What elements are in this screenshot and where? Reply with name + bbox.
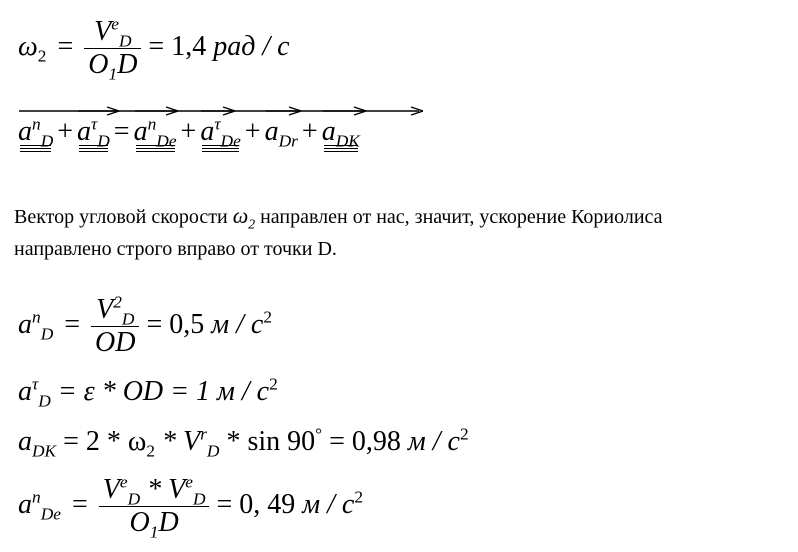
denominator-o: O bbox=[88, 49, 109, 80]
vector-base: a bbox=[77, 116, 92, 147]
f1-equals: = bbox=[64, 308, 81, 340]
vector-underline bbox=[79, 145, 108, 152]
numerator-v: V bbox=[94, 16, 112, 47]
vector-base: a bbox=[133, 116, 148, 147]
f4-den-sub: 1 bbox=[149, 522, 159, 542]
transport-normal-acceleration-formula bbox=[18, 472, 364, 542]
f1-num-sub: D bbox=[121, 309, 135, 329]
vector-arrow-icon bbox=[323, 106, 423, 116]
f3-body2: * V bbox=[162, 426, 201, 457]
f4-unit-sup: 2 bbox=[354, 487, 364, 507]
f2-sup: τ bbox=[32, 374, 39, 394]
f1-fraction bbox=[91, 292, 139, 358]
f4-num2-sup: e bbox=[185, 472, 193, 492]
vector-sub: De bbox=[156, 131, 177, 151]
fraction bbox=[84, 14, 141, 84]
denominator-sub: 1 bbox=[108, 64, 118, 84]
f3-body1: = 2 * ω bbox=[63, 426, 147, 457]
vector-term bbox=[200, 104, 241, 151]
vector-underline bbox=[202, 145, 238, 152]
f1-result: = 0,5 bbox=[146, 308, 205, 340]
normal-acceleration-formula bbox=[18, 292, 273, 358]
paragraph-text-3: направлено строго вправо от точки D. bbox=[14, 238, 337, 260]
vector-sub: D bbox=[40, 131, 54, 151]
f4-result: = 0, 49 bbox=[216, 488, 296, 520]
vector-sup: τ bbox=[91, 114, 98, 134]
vector-term bbox=[77, 104, 110, 151]
vector-sub: DK bbox=[335, 131, 360, 151]
result-value: = 1,4 bbox=[148, 30, 207, 62]
f4-num2-sub: D bbox=[192, 489, 206, 509]
equals-sign: = bbox=[57, 30, 74, 62]
numerator-sub: D bbox=[118, 31, 132, 51]
f4-sub: De bbox=[40, 504, 61, 524]
omega-inline-sub: 2 bbox=[248, 216, 256, 232]
f1-num: V bbox=[96, 294, 114, 325]
paragraph-text-1: Вектор угловой скорости bbox=[14, 206, 228, 228]
f4-num1: V bbox=[102, 474, 120, 505]
f4-unit: м / с bbox=[302, 488, 355, 520]
f4-a: a bbox=[18, 488, 32, 520]
vector-base: a bbox=[321, 116, 336, 147]
f4-equals: = bbox=[71, 488, 88, 520]
vector-sub: De bbox=[220, 131, 241, 151]
explanation-paragraph bbox=[14, 200, 794, 265]
vector-sup: τ bbox=[214, 114, 221, 134]
vector-operator: + bbox=[301, 116, 318, 147]
vector-operator: = bbox=[113, 116, 130, 147]
omega2-formula bbox=[18, 14, 290, 84]
tangential-acceleration-formula bbox=[18, 374, 278, 411]
f1-unit: м / с bbox=[211, 308, 264, 340]
vector-underline bbox=[136, 145, 175, 152]
f1-num-sup: 2 bbox=[113, 292, 122, 312]
f1-unit-sup: 2 bbox=[263, 307, 273, 327]
vector-sup: n bbox=[32, 114, 41, 134]
coriolis-acceleration-formula bbox=[18, 424, 469, 461]
vector-operator: + bbox=[57, 116, 74, 147]
vector-operator: + bbox=[244, 116, 261, 147]
vector-term bbox=[264, 104, 298, 151]
omega-subscript: 2 bbox=[37, 46, 47, 66]
f2-a: a bbox=[18, 376, 32, 407]
omega-inline bbox=[232, 203, 256, 232]
f3-v-sup: r bbox=[200, 424, 207, 444]
f2-sub: D bbox=[38, 391, 51, 411]
f4-star: * bbox=[147, 474, 162, 505]
f3-v-sub: D bbox=[206, 441, 220, 461]
f4-den-d: D bbox=[158, 507, 179, 538]
f3-degree: ° bbox=[315, 424, 323, 444]
f4-fraction bbox=[99, 472, 210, 542]
vector-term bbox=[321, 104, 360, 151]
unit-label: рад / с bbox=[213, 30, 290, 62]
vector-sup: n bbox=[147, 114, 157, 134]
f3-unit-sup: 2 bbox=[459, 424, 469, 444]
f4-num2: V bbox=[168, 474, 186, 505]
vector-base: a bbox=[264, 116, 279, 147]
f1-sub: D bbox=[40, 324, 54, 344]
vector-base: a bbox=[18, 116, 32, 147]
vector-underline bbox=[20, 145, 51, 152]
f3-body3: * sin 90 bbox=[226, 426, 316, 457]
f1-a: a bbox=[18, 308, 32, 340]
numerator-sup: e bbox=[111, 14, 119, 34]
paragraph-text-2: направлен от нас, значит, ускорение Кориолиса bbox=[260, 206, 663, 228]
f1-den: OD bbox=[95, 327, 136, 358]
vector-operator: + bbox=[180, 116, 197, 147]
vector-underline bbox=[324, 145, 358, 152]
omega-inline-symbol: ω bbox=[232, 203, 249, 228]
f2-unit-sup: 2 bbox=[269, 374, 278, 394]
vector-term bbox=[133, 104, 177, 151]
vector-sub: D bbox=[97, 131, 110, 151]
denominator-d: D bbox=[117, 49, 138, 80]
f3-omega-sub: 2 bbox=[146, 441, 156, 461]
vector-term bbox=[18, 104, 54, 151]
f3-unit: м / с bbox=[407, 426, 460, 457]
f4-den-o: O bbox=[129, 507, 150, 538]
f3-sub: DK bbox=[32, 441, 57, 461]
f1-sup: n bbox=[32, 307, 41, 327]
f4-num1-sup: e bbox=[119, 472, 128, 492]
f4-num1-sub: D bbox=[127, 489, 141, 509]
f3-a: a bbox=[18, 426, 32, 457]
f2-body: = ε * OD = 1 bbox=[57, 376, 211, 407]
f3-result: = 0,98 bbox=[329, 426, 401, 457]
vector-sub: Dr bbox=[278, 131, 298, 151]
f2-unit: м / с bbox=[217, 376, 270, 407]
vector-acceleration-equation bbox=[18, 104, 360, 151]
vector-base: a bbox=[200, 116, 215, 147]
f4-sup: n bbox=[32, 487, 41, 507]
omega-symbol: ω bbox=[18, 30, 38, 62]
